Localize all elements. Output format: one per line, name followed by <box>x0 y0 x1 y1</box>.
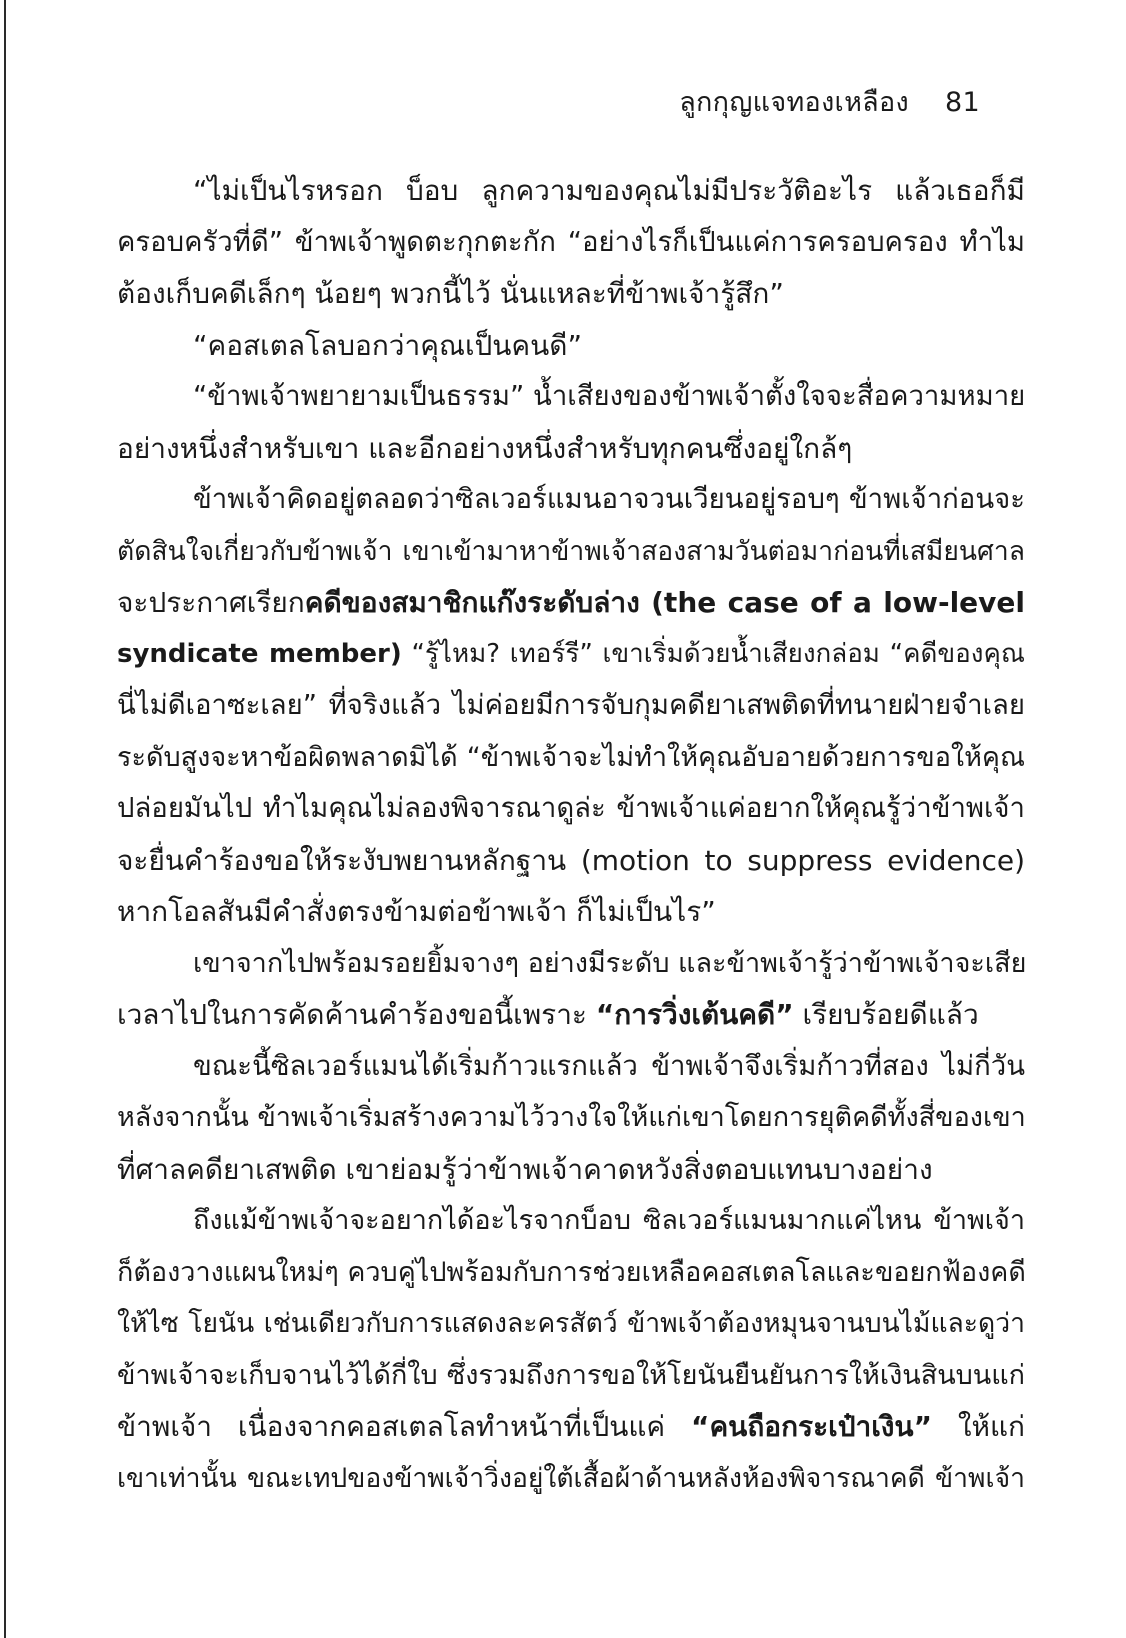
text-run: เวลาไปในการคัดค้านคำร้องขอนี้เพราะ <box>117 998 596 1031</box>
text-line: อย่างหนึ่งสำหรับเขา และอีกอย่างหนึ่งสำหรับทุกคนซึ่งอยู่ใกล้ๆ <box>117 431 853 465</box>
text-line <box>117 989 1025 1041</box>
paragraph <box>117 320 1025 372</box>
text-line <box>117 629 1025 681</box>
paragraph <box>117 938 1025 1041</box>
text-line: “ข้าพเจ้าพยายามเป็นธรรม” น้ำเสียงของข้าพเจ้าตั้งใจจะสื่อความหมาย <box>193 380 1026 412</box>
page-number: 81 <box>945 87 980 118</box>
text-line: ข้าพเจ้าคิดอยู่ตลอดว่าซิลเวอร์แมนอาจวนเวียนอยู่รอบๆ ข้าพเจ้าก่อนจะ <box>193 483 1025 515</box>
text-line: หากโอลสันมีคำสั่งตรงข้ามต่อข้าพเจ้า ก็ไม่เป็นไร” <box>117 895 716 928</box>
text-line: ต้องเก็บคดีเล็กๆ น้อยๆ พวกนี้ไว้ นั่นแหละที่ข้าพเจ้ารู้สึก” <box>117 277 784 310</box>
bold-term: “คนถือกระเป๋าเงิน” <box>691 1410 932 1443</box>
text-line: ตัดสินใจเกี่ยวกับข้าพเจ้า เขาเข้ามาหาข้าพเจ้าสองสามวันต่อมาก่อนที่เสมียนศาล <box>117 535 1025 567</box>
running-title: ลูกกุญแจทองเหลือง <box>679 87 910 118</box>
paragraph <box>117 1041 1025 1196</box>
text-run: ให้แก่ <box>931 1410 1025 1443</box>
text-run: เรียบร้อยดีแล้ว <box>793 998 979 1031</box>
text-line <box>117 577 1025 629</box>
text-line: “ไม่เป็นไรหรอก บ็อบ ลูกความของคุณไม่มีประวัติอะไร แล้วเธอก็มี <box>193 174 1025 207</box>
text-line: หลังจากนั้น ข้าพเจ้าเริ่มสร้างความไว้วางใจให้แก่เขาโดยการยุติคดีทั้งสี่ของเขา <box>117 1102 1026 1133</box>
text-line: ก็ต้องวางแผนใหม่ๆ ควบคู่ไปพร้อมกับการช่วยเหลือคอสเตลโลและขอยกฟ้องคดี <box>117 1256 1026 1288</box>
text-line: นี่ไม่ดีเอาซะเลย” ที่จริงแล้ว ไม่ค่อยมีการจับกุมคดียาเสพติดที่ทนายฝ่ายจำเลย <box>117 689 1025 721</box>
bold-term: คดีของสมาชิกแก๊งระดับล่าง (the case of a low-level <box>304 586 1025 619</box>
text-line: ถึงแม้ข้าพเจ้าจะอยากได้อะไรจากบ็อบ ซิลเวอร์แมนมากแค่ไหน ข้าพเจ้า <box>193 1205 1025 1236</box>
body-text <box>117 165 1025 1504</box>
text-line: จะยื่นคำร้องขอให้ระงับพยานหลักฐาน (motion to suppress evidence) <box>117 843 1025 877</box>
text-run: ข้าพเจ้า เนื่องจากคอสเตลโลทำหน้าที่เป็นแค่ <box>117 1410 692 1443</box>
text-line: เขาจากไปพร้อมรอยยิ้มจางๆ อย่างมีระดับ และข้าพเจ้ารู้ว่าข้าพเจ้าจะเสีย <box>193 947 1027 979</box>
text-line: เขาเท่านั้น ขณะเทปของข้าพเจ้าวิ่งอยู่ใต้เสื้อผ้าด้านหลังห้องพิจารณาคดี ข้าพเจ้า <box>117 1462 1025 1494</box>
page-edge-line <box>4 0 6 1638</box>
bold-term: syndicate member) <box>117 638 402 669</box>
bold-term: “การวิ่งเต้นคดี” <box>595 998 794 1031</box>
text-run: “รู้ไหม? เทอร์รี” เขาเริ่มด้วยน้ำเสียงกล่อม “คดีของคุณ <box>401 638 1025 669</box>
text-line: ครอบครัวที่ดี” ข้าพเจ้าพูดตะกุกตะกัก “อย่างไรก็เป็นแค่การครอบครอง ทำไม <box>117 225 1025 258</box>
text-line: ให้ไซ โยนัน เช่นเดียวกับการแสดงละครสัตว์ ข้าพเจ้าต้องหมุนจานบนไม้และดูว่า <box>117 1308 1025 1339</box>
paragraph <box>117 165 1025 320</box>
text-run: จะประกาศเรียก <box>117 586 305 619</box>
text-line: ระดับสูงจะหาข้อผิดพลาดมิได้ “ข้าพเจ้าจะไม่ทำให้คุณอับอายด้วยการขอให้คุณ <box>117 741 1025 773</box>
text-line: ที่ศาลคดียาเสพติด เขาย่อมรู้ว่าข้าพเจ้าคาดหวังสิ่งตอบแทนบางอย่าง <box>117 1152 933 1186</box>
running-header <box>679 80 980 123</box>
text-line: “คอสเตลโลบอกว่าคุณเป็นคนดี” <box>193 328 582 362</box>
text-line: ขณะนี้ซิลเวอร์แมนได้เริ่มก้าวแรกแล้ว ข้าพเจ้าจึงเริ่มก้าวที่สอง ไม่กี่วัน <box>193 1049 1025 1082</box>
text-line <box>117 1401 1025 1453</box>
paragraph <box>117 371 1025 474</box>
text-line: ปล่อยมันไป ทำไมคุณไม่ลองพิจารณาดูล่ะ ข้าพเจ้าแค่อยากให้คุณรู้ว่าข้าพเจ้า <box>117 792 1025 824</box>
text-line: ข้าพเจ้าจะเก็บจานไว้ได้กี่ใบ ซึ่งรวมถึงการขอให้โยนันยืนยันการให้เงินสินบนแก่ <box>117 1359 1025 1391</box>
paragraph <box>117 474 1025 938</box>
paragraph <box>117 1195 1025 1504</box>
